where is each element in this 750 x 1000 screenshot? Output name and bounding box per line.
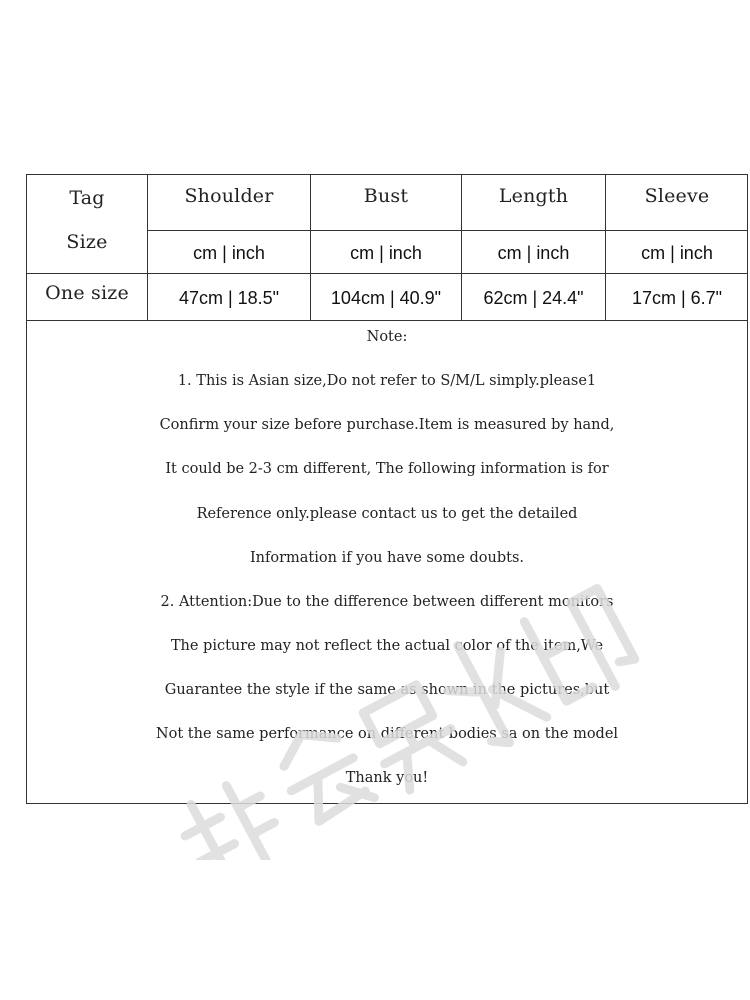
bust-header: Bust — [363, 185, 409, 207]
note-line: Information if you have some doubts. — [249, 550, 525, 566]
note-line: It could be 2-3 cm different, The following information is for — [165, 461, 609, 477]
shoulder-value: 47cm | 18.5" — [178, 287, 280, 308]
note-title: Note: — [366, 329, 408, 345]
note-line: Thank you! — [345, 770, 429, 786]
length-header: Length — [498, 185, 569, 207]
one-size-label: One size — [45, 282, 129, 304]
tag-header: Tag — [69, 187, 105, 209]
note-line: Confirm your size before purchase.Item is measured by hand, — [159, 417, 615, 433]
bust-value: 104cm | 40.9" — [330, 287, 442, 308]
shoulder-header: Shoulder — [184, 185, 274, 207]
note-section — [27, 321, 747, 804]
sleeve-value: 17cm | 6.7" — [631, 287, 723, 308]
shoulder-unit: cm | inch — [193, 242, 265, 263]
note-line: The picture may not reflect the actual color of the item,We — [170, 638, 604, 654]
size-header: Size — [66, 231, 108, 253]
size-chart-table — [26, 174, 748, 804]
note-line: Reference only.please contact us to get the detailed — [196, 506, 578, 522]
sleeve-unit: cm | inch — [641, 242, 713, 263]
row-divider — [147, 230, 748, 231]
note-line: 2. Attention:Due to the difference between different monitors — [160, 594, 614, 610]
bust-unit: cm | inch — [350, 242, 422, 263]
note-line: Not the same performance on different bodies sa on the model — [155, 726, 619, 742]
note-line: 1. This is Asian size,Do not refer to S/M/L simply.please1 — [177, 373, 597, 389]
note-line: Guarantee the style if the same as shown in the pictures,but — [164, 682, 610, 698]
length-value: 62cm | 24.4" — [483, 287, 584, 308]
sleeve-header: Sleeve — [644, 185, 710, 207]
size-chart-grid — [27, 175, 747, 321]
length-unit: cm | inch — [497, 242, 570, 263]
row-divider — [27, 273, 748, 274]
